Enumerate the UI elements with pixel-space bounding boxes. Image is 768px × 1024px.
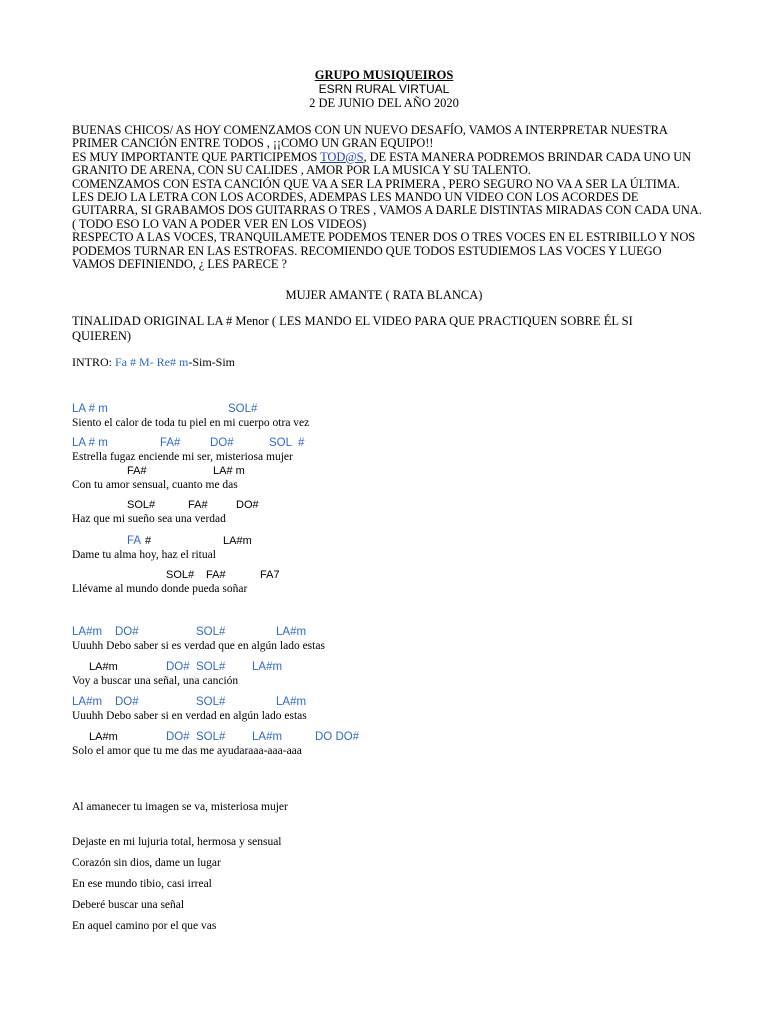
intro-paragraph-3: COMENZAMOS CON ESTA CANCIÓN QUE VA A SER LA PRIMERA , PERO SEGURO NO VA A SER LA ÚLTIMA. LES DEJO LA LETRA CON LOS ACORDES, ADEMPAS LES MANDO UN VIDEO CON LOS ACORDES DE GUITARRA, SI GRABAMOS DOS GUITARRAS O TRES , VAMOS A DARLE DISTINTAS MIRADAS CON CADA UNA.( TODO ESO LO VAN A PODER VER EN LOS VIDEOS)	[72, 176, 702, 231]
chorus-chord: LA#m	[89, 661, 118, 673]
verse-chord: FA	[127, 535, 142, 547]
song-title: MUJER AMANTE ( RATA BLANCA)	[285, 288, 483, 302]
intro-text	[72, 124, 702, 271]
verse-chord: LA#m	[223, 535, 252, 547]
verse-chord: FA7	[260, 569, 280, 581]
chorus-lyric-line: Voy a buscar una señal, una canción	[72, 675, 239, 687]
outro-lyric-line: En aquel camino por el que vas	[72, 920, 217, 932]
verse-chord: SOL#	[127, 499, 156, 511]
chorus-chord: LA#m	[276, 696, 307, 708]
outro-lyric-line: Corazón sin dios, dame un lugar	[72, 857, 221, 869]
outro-lyric-line: Deberé buscar una señal	[72, 899, 185, 911]
chorus-chord: LA#m	[252, 731, 283, 743]
verse-chord: SOL #	[269, 437, 305, 449]
intro-p2-before: ES MUY IMPORTANTE QUE PARTICIPEMOS	[72, 149, 321, 164]
intro-rest: -Sim-Sim	[188, 355, 236, 369]
chorus-lyric-line: Solo el amor que tu me das me ayudaraaa-aaa-aaa	[72, 745, 302, 757]
verse-lyric-line: Dame tu alma hoy, haz el ritual	[72, 549, 216, 561]
verse-lyric-line: Llévame al mundo donde pueda soñar	[72, 583, 248, 595]
chorus-chord: LA#m	[89, 731, 118, 743]
verse-chord: FA#	[206, 569, 226, 581]
intro-chords-line	[72, 355, 692, 369]
intro-paragraph-1: BUENAS CHICOS/ AS HOY COMENZAMOS CON UN NUEVO DESAFÍO, VAMOS A INTERPRETAR NUESTRA PRIMER CANCIÓN ENTRE TODOS , ¡¡COMO UN GRAN EQUIPO!!	[72, 123, 668, 151]
intro-label: INTRO:	[72, 355, 115, 369]
verse-lyric-line: Estrella fugaz enciende mi ser, misteriosa mujer	[72, 451, 293, 463]
intro-chords: Fa # M- Re# m	[115, 355, 189, 369]
outro-lyric-line: Al amanecer tu imagen se va, misteriosa mujer	[72, 801, 288, 813]
verse-chord: LA# m	[213, 465, 245, 477]
verse-lyric-line: Con tu amor sensual, cuanto me das	[72, 479, 238, 491]
chorus-chord: SOL#	[196, 626, 226, 638]
verse-chord: LA # m	[72, 403, 108, 415]
document-title: GRUPO MUSIQUEIROS	[314, 68, 454, 82]
chorus-chord: DO#	[115, 626, 139, 638]
verse-chord: FA#	[160, 437, 181, 449]
verse-chord: FA#	[188, 499, 208, 511]
chorus-chord: SOL#	[196, 661, 226, 673]
todos-link[interactable]: TOD@S	[320, 149, 364, 164]
chorus-lyric-line: Uuuhh Debo saber si es verdad que en algún lado estas	[72, 640, 325, 652]
verse-chord: DO#	[210, 437, 234, 449]
chorus-chord: DO DO#	[315, 731, 360, 743]
verse-chord: SOL#	[166, 569, 195, 581]
outro-lyric-line: Dejaste en mi lujuria total, hermosa y sensual	[72, 836, 282, 848]
chorus-chord: DO#	[166, 731, 190, 743]
chorus-chord: LA#m	[72, 626, 103, 638]
chorus-chord: SOL#	[196, 731, 226, 743]
document-date: 2 DE JUNIO DEL AÑO 2020	[309, 96, 459, 110]
chorus-chord: DO#	[166, 661, 190, 673]
chorus-chord: LA#m	[252, 661, 283, 673]
intro-paragraph-2	[72, 151, 702, 178]
outro-lyric-line: En ese mundo tibio, casi irreal	[72, 878, 212, 890]
verse-chord: SOL#	[228, 403, 258, 415]
verse-chord: #	[145, 535, 152, 547]
verse-chord: LA # m	[72, 437, 108, 449]
verse-lyric-line: Siento el calor de toda tu piel en mi cuerpo otra vez	[72, 417, 310, 429]
intro-p2-after: , DE ESTA MANERA PODREMOS BRINDAR CADA UNO UN GRANITO DE ARENA, CON SU CALIDES , AMOR POR LA MUSICA Y SU TALENTO.	[72, 149, 692, 178]
tonality-note: TINALIDAD ORIGINAL LA # Menor ( LES MANDO EL VIDEO PARA QUE PRACTIQUEN SOBRE ÉL SI QUIEREN)	[72, 314, 633, 343]
chorus-chord: DO#	[115, 696, 139, 708]
chorus-chord: LA#m	[276, 626, 307, 638]
verse-chord: DO#	[236, 499, 259, 511]
verse-chord: FA#	[127, 465, 147, 477]
document-subtitle: ESRN RURAL VIRTUAL	[318, 82, 450, 96]
chorus-lyric-line: Uuuhh Debo saber si en verdad en algún lado estas	[72, 710, 307, 722]
intro-paragraph-4: RESPECTO A LAS VOCES, TRANQUILAMETE PODEMOS TENER DOS O TRES VOCES EN EL ESTRIBILLO Y NOS PODEMOS TURNAR EN LAS ESTROFAS. RECOMIENDO QUE TODOS ESTUDIEMOS LAS VOCES Y LUEGO VAMOS DEFINIENDO, ¿ LES PARECE ?	[72, 230, 696, 272]
chorus-chord: LA#m	[72, 696, 103, 708]
verse-lyric-line: Haz que mi sueño sea una verdad	[72, 513, 226, 525]
chorus-chord: SOL#	[196, 696, 226, 708]
